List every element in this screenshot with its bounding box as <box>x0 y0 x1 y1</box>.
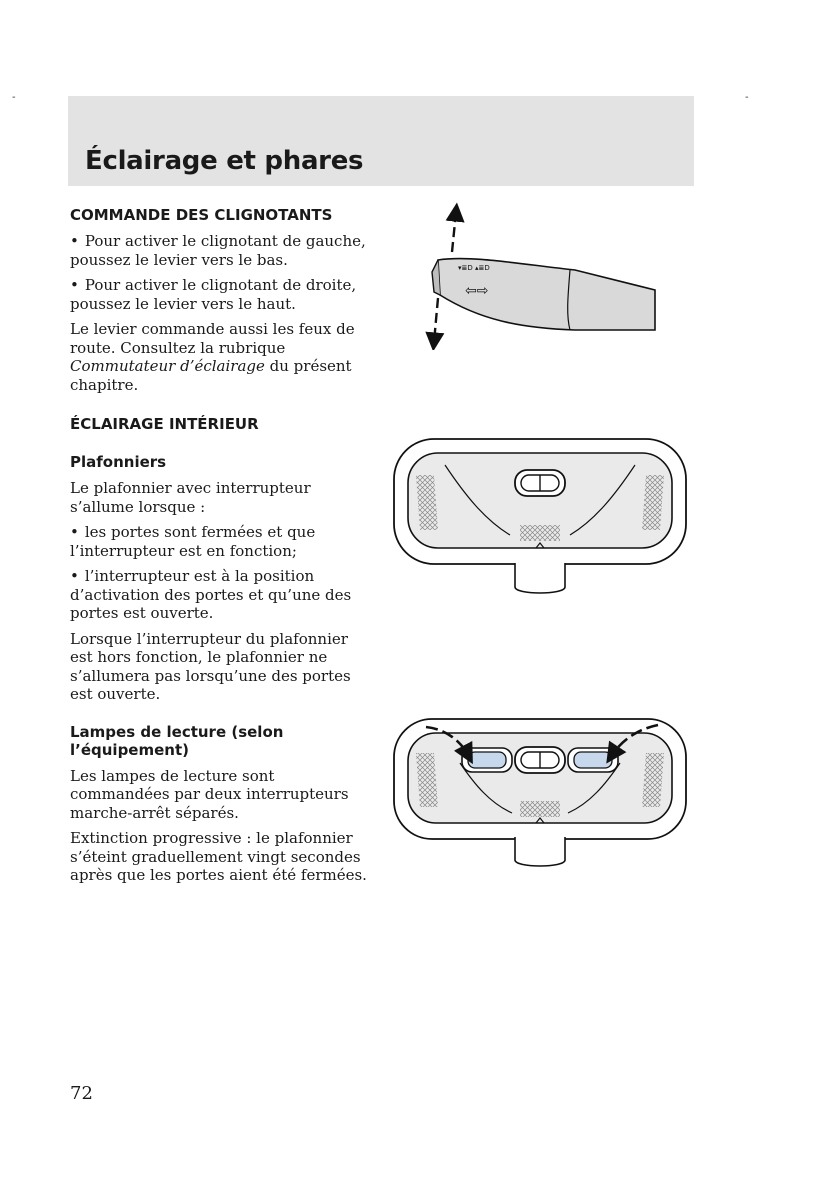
dome-light-illustration <box>390 435 690 600</box>
bullet-left-signal <box>70 232 372 269</box>
svg-text:▾≣D ▴≣D: ▾≣D ▴≣D <box>458 264 490 272</box>
dome-subheading: Plafonniers <box>70 453 167 471</box>
note-start: Le levier commande aussi les feux de route. Consultez la rubrique <box>70 320 355 357</box>
turn-signal-heading: COMMANDE DES CLIGNOTANTS <box>70 206 333 224</box>
note-reference: Commutateur d’éclairage <box>70 357 265 375</box>
dome-bullet-1 <box>70 523 372 560</box>
chapter-header <box>68 96 694 186</box>
svg-text:⇦⇨: ⇦⇨ <box>465 283 489 299</box>
bullet-right-signal <box>70 276 372 313</box>
bullet-left-text: Pour activer le clignotant de gauche, poussez le levier vers le bas. <box>70 232 366 269</box>
crop-mark-left: - <box>12 92 16 103</box>
dome-bullet-2-text: l’interrupteur est à la position d’activation des portes et qu’une des portes est ouverte. <box>70 567 352 622</box>
turn-signal-lever-illustration <box>410 200 670 350</box>
high-beam-note <box>70 320 372 394</box>
dome-para: Lorsque l’interrupteur du plafonnier est hors fonction, le plafonnier ne s’allumera pas lorsqu’une des portes est ouverte. <box>70 629 351 703</box>
bullet-right-text: Pour activer le clignotant de droite, poussez le levier vers le haut. <box>70 276 357 313</box>
interior-heading: ÉCLAIRAGE INTÉRIEUR <box>70 415 259 433</box>
page-title: Éclairage et phares <box>85 146 364 176</box>
page-number: 72 <box>70 1083 93 1104</box>
reading-para-2: Extinction progressive : le plafonnier s’éteint graduellement vingt secondes après que les portes aient été fermées. <box>70 829 367 884</box>
text-column <box>70 206 372 892</box>
reading-subheading: Lampes de lecture (selon l’équipement) <box>70 722 284 759</box>
dome-bullet-2 <box>70 567 372 623</box>
reading-lamps-illustration <box>390 715 690 875</box>
note-end: du présent chapitre. <box>70 357 352 394</box>
dome-intro: Le plafonnier avec interrupteur s’allume lorsque : <box>70 479 311 516</box>
crop-mark-right: - <box>745 92 749 103</box>
dome-bullet-1-text: les portes sont fermées et que l’interrupteur est en fonction; <box>70 523 316 560</box>
reading-para-1: Les lampes de lecture sont commandées par deux interrupteurs marche-arrêt séparés. <box>70 766 349 822</box>
